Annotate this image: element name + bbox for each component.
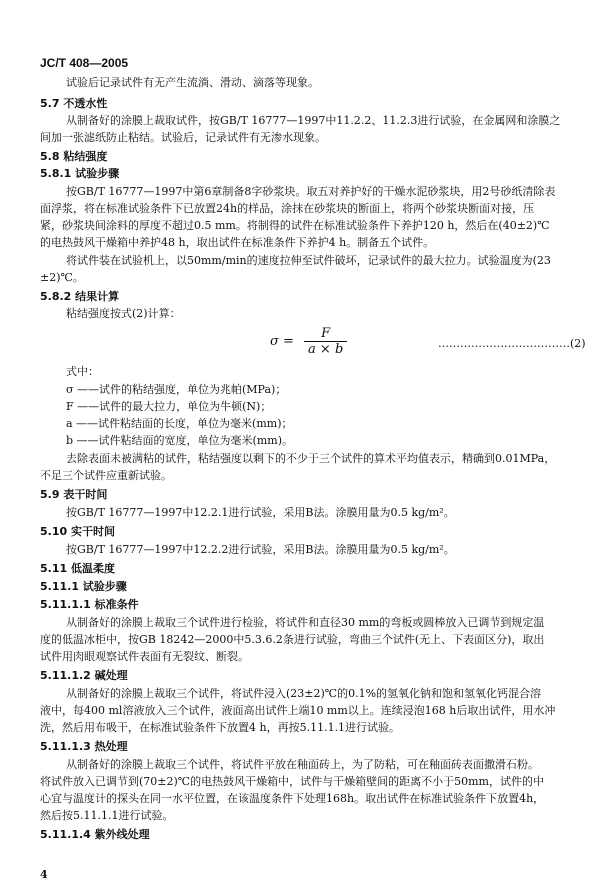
section-5-11-1-2-heading: 5.11.1.2 碱处理 — [40, 669, 128, 682]
text-line-3: 从制备好的涂膜上裁取试件，按GB/T 16777—1997中11.2.2、11.2.3进行试验，在金属网和涂膜之 — [66, 114, 561, 127]
symbol-def-sigma: σ ——试件的粘结强度，单位为兆帕(MPa)； — [66, 383, 287, 396]
text-line-11: 将试件装在试验机上，以50mm/min的速度拉伸至试件破坏，记录试件的最大拉力。试验温度为(23 — [66, 254, 551, 267]
symbol-def-b: b ——试件粘结面的宽度，单位为毫米(mm)。 — [66, 434, 293, 447]
text-line-37: 从制备好的涂膜上裁取三个试件，将试件平放在釉面砖上，为了防粘，可在釉面砖表面撒滑石粉。 — [66, 758, 539, 771]
symbol-def-a: a ——试件粘结面的长度，单位为毫米(mm)； — [66, 417, 293, 430]
text-line-25: 按GB/T 16777—1997中12.2.2进行试验，采用B法。涂膜用量为0.5 kg/m²。 — [66, 543, 455, 556]
text-line-9: 紧，砂浆块间涂料的厚度不超过0.5 mm。将制得的试件在标准试验条件下养护120 h，然后在(40±2)℃ — [40, 219, 550, 232]
text-line-12: ±2)℃。 — [40, 271, 84, 284]
formula-denominator: a × b — [308, 342, 344, 357]
section-5-9-heading: 5.9 表干时间 — [40, 488, 108, 501]
formula-2 — [270, 326, 347, 357]
section-5-8-1-heading: 5.8.1 试验步骤 — [40, 167, 120, 180]
section-5-11-1-4-heading: 5.11.1.4 紫外线处理 — [40, 828, 150, 841]
formula-fraction — [304, 326, 347, 357]
formula-numerator: F — [304, 326, 347, 342]
text-line-14: 粘结强度按式(2)计算： — [66, 307, 181, 320]
formula-lhs: σ = — [270, 334, 294, 349]
text-line-40: 然后按5.11.1.1进行试验。 — [40, 809, 174, 822]
text-line-33: 从制备好的涂膜上裁取三个试件，将试件浸入(23±2)℃的0.1%的氢氧化钠和饱和氢氧化钙混合溶 — [66, 687, 542, 700]
text-line-34: 液中，每400 ml溶液放入三个试件，液面高出试件上端10 mm以上。连续浸泡168 h后取出试件，用水冲 — [40, 704, 556, 717]
standard-header: JC/T 408—2005 — [40, 56, 129, 70]
section-5-8-2-heading: 5.8.2 结果计算 — [40, 290, 120, 303]
section-5-11-1-3-heading: 5.11.1.3 热处理 — [40, 740, 128, 753]
section-5-8-heading: 5.8 粘结强度 — [40, 150, 108, 163]
text-line-10: 的电热鼓风干燥箱中养护48 h，取出试件在标准条件下养护4 h。制备五个试件。 — [40, 236, 435, 249]
text-line-20: 去除表面未被满粘的试件，粘结强度以剩下的不少于三个试件的算术平均值表示，精确到0.01MPa， — [66, 452, 556, 465]
text-line-15: 式中： — [66, 365, 99, 378]
text-line-38: 将试件放入已调节到(70±2)℃的电热鼓风干燥箱中，试件与干燥箱壁间的距离不小于50mm，试件的中 — [40, 775, 544, 788]
text-line-31: 试件用肉眼观察试件表面有无裂纹、断裂。 — [40, 650, 249, 663]
text-line-8: 面浮浆，将在标准试验条件下已放置24h的样品，涂抹在砂浆块的断面上，将两个砂浆块断面对接，压 — [40, 202, 535, 215]
symbol-def-f: F ——试件的最大拉力，单位为牛顿(N)； — [66, 400, 272, 413]
text-line-4: 间加一张滤纸防止粘结。试验后，记录试件有无渗水现象。 — [40, 131, 326, 144]
section-5-10-heading: 5.10 实干时间 — [40, 525, 115, 538]
text-line-23: 按GB/T 16777—1997中12.2.1进行试验，采用B法。涂膜用量为0.5 kg/m²。 — [66, 506, 455, 519]
text-line-21: 不足三个试件应重新试验。 — [40, 469, 172, 482]
text-line-7: 按GB/T 16777—1997中第6章制备8字砂浆块。取五对养护好的干燥水泥砂浆块，用2号砂纸清除表 — [66, 185, 556, 198]
formula-number: ………………………………(2) — [438, 337, 586, 350]
section-5-7-heading: 5.7 不透水性 — [40, 97, 108, 110]
text-line-30: 度的低温冰柜中，按GB 18242—2000中5.3.6.2条进行试验，弯曲三个试件(无上、下表面区分)，取出 — [40, 633, 545, 646]
section-5-11-1-1-heading: 5.11.1.1 标准条件 — [40, 598, 139, 611]
section-5-11-heading: 5.11 低温柔度 — [40, 562, 115, 575]
section-5-11-1-heading: 5.11.1 试验步骤 — [40, 580, 127, 593]
text-line-35: 洗，然后用布吸干，在标准试验条件下放置4 h，再按5.11.1.1进行试验。 — [40, 721, 401, 734]
text-line-29: 从制备好的涂膜上裁取三个试件进行检验，将试件和直径30 mm的弯板或圆棒放入已调节到规定温 — [66, 616, 545, 629]
page-number: 4 — [40, 868, 48, 881]
text-line-1: 试验后记录试件有无产生流淌、滑动、滴落等现象。 — [66, 76, 319, 89]
text-line-39: 心宜与温度计的探头在同一水平位置，在该温度条件下处理168h。取出试件在标准试验条件下放置4h， — [40, 792, 545, 805]
